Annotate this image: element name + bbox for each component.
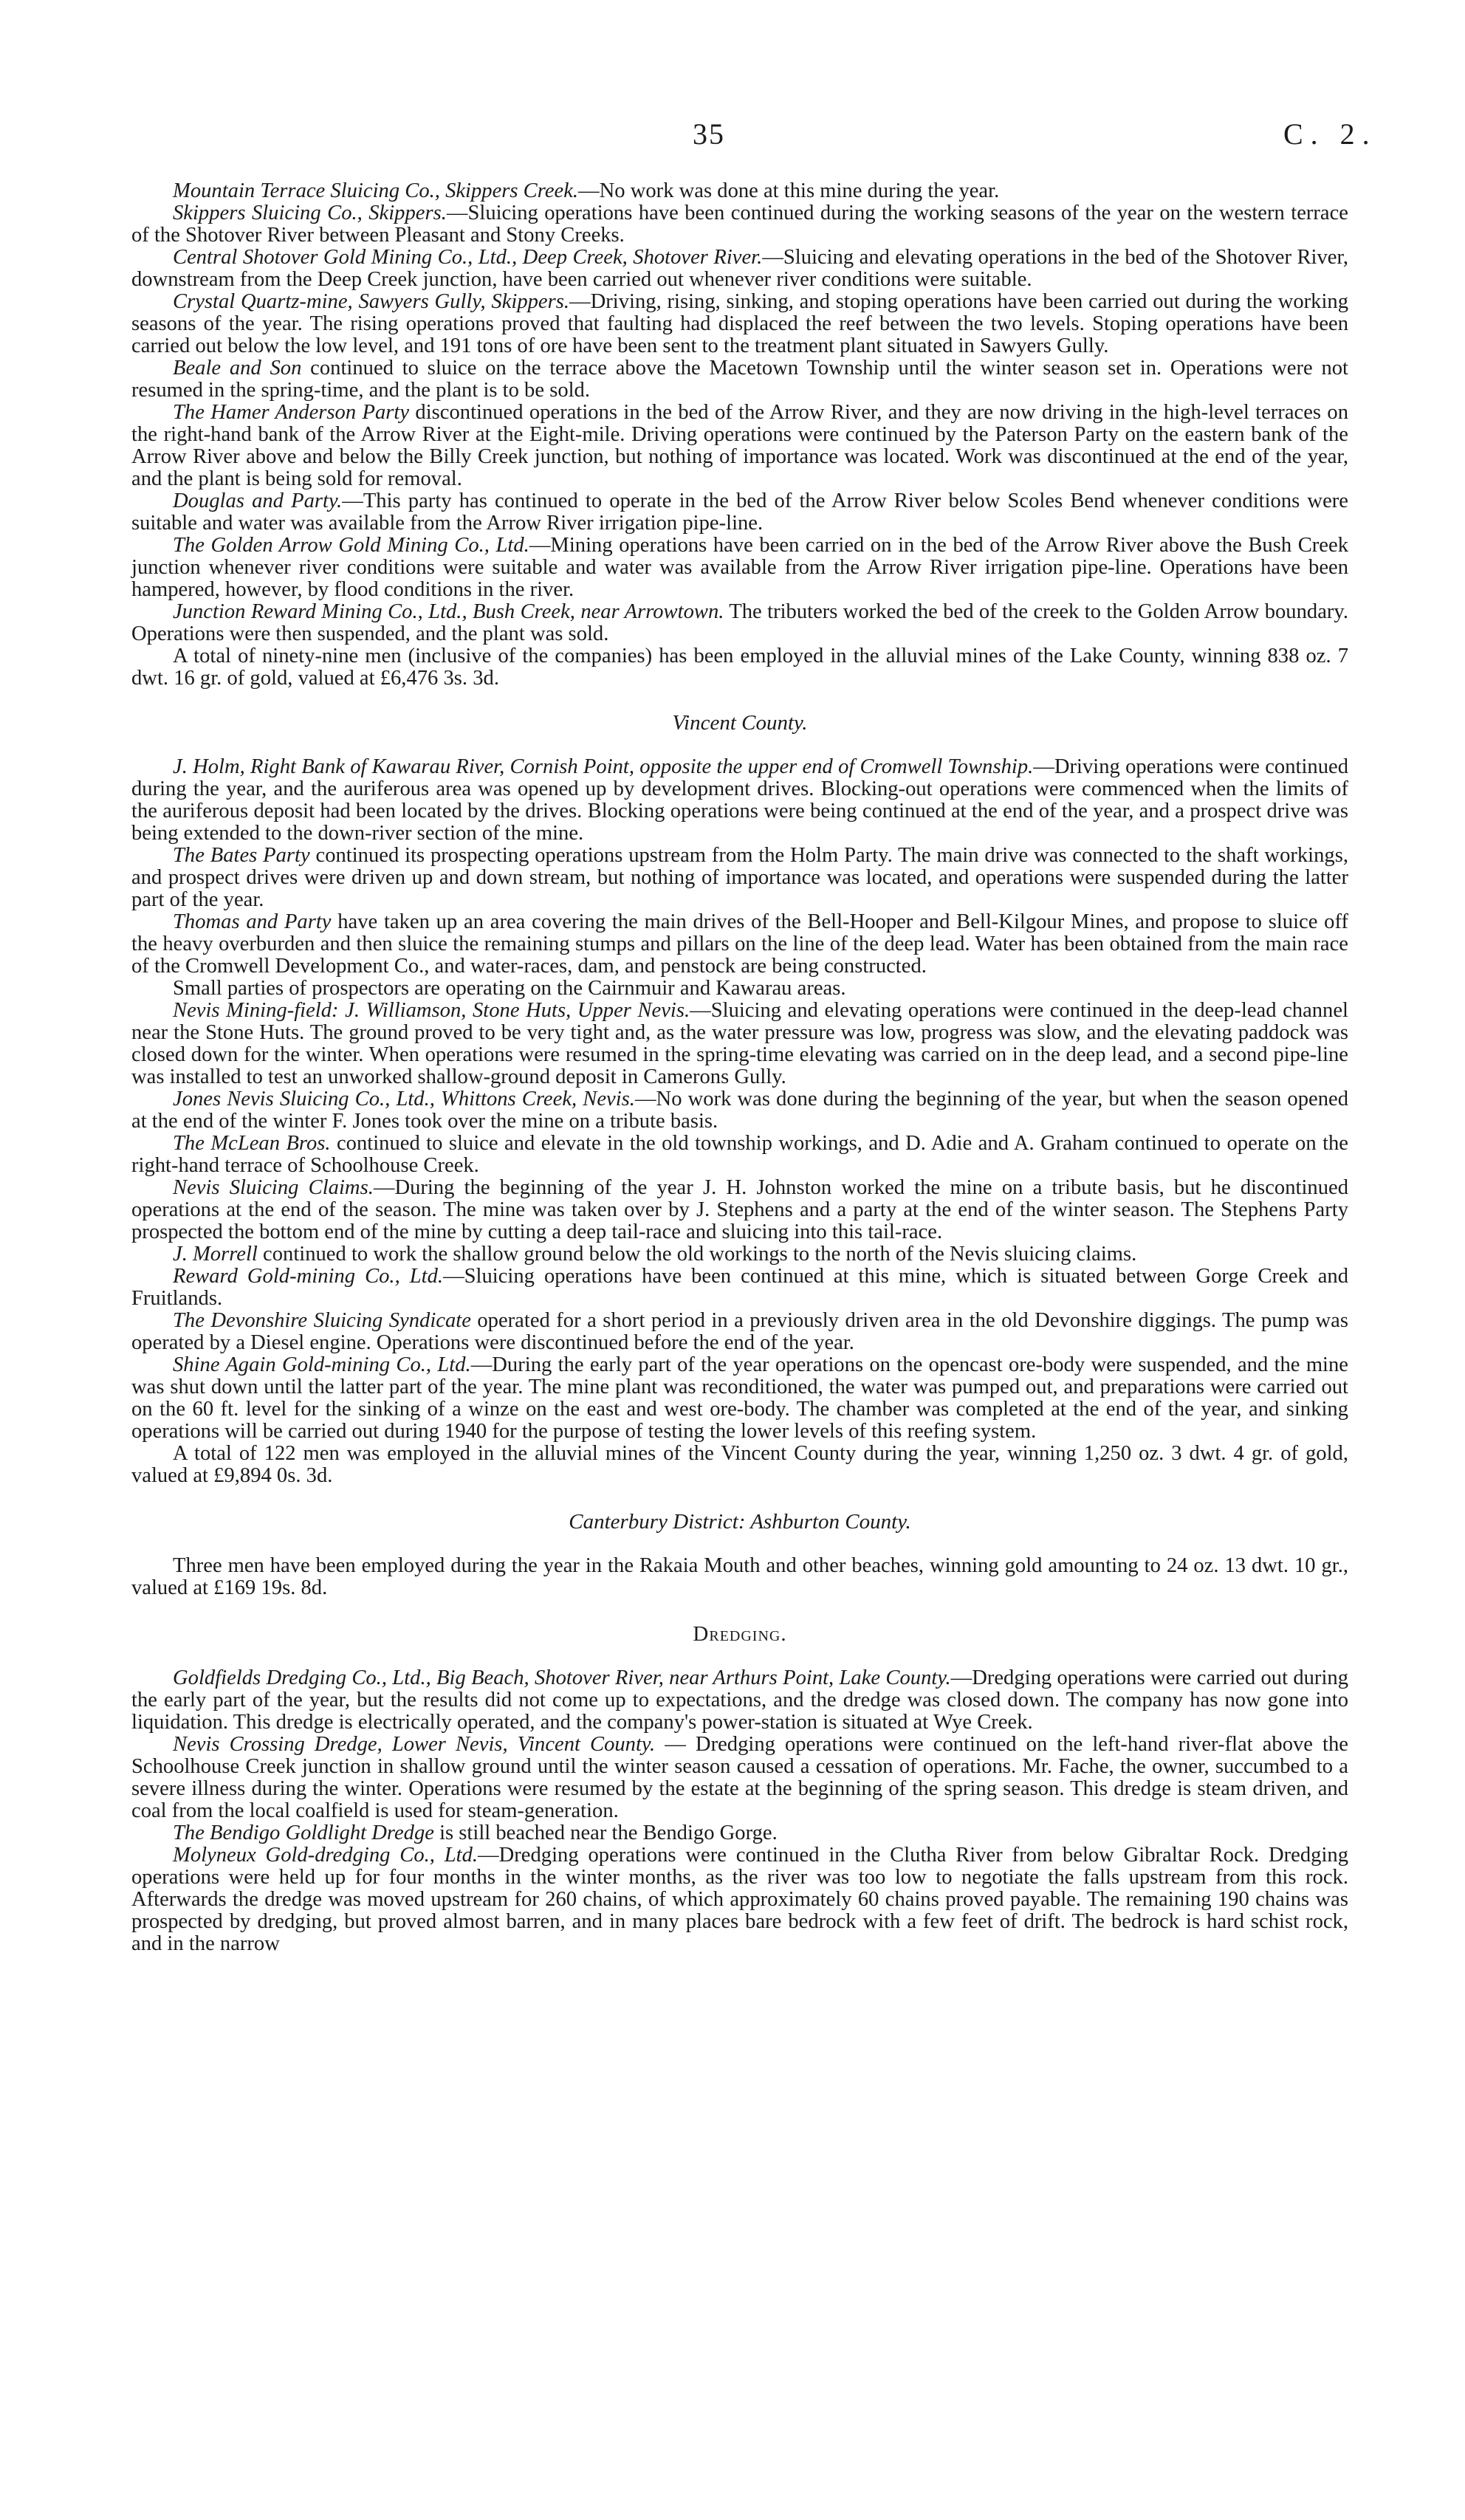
paragraph: [131, 1734, 1348, 1822]
paragraph: [131, 845, 1348, 911]
paragraph: [131, 1555, 1348, 1599]
paragraph-text: —Dredging operations were continued in the Clutha River from below Gibraltar Rock. Dredging operations were held up for four months in the winter months, as the river was too low to negotiate the falls upstream from this rock. Afterwards the dredge was moved upstream for 260 chains, of which approximately 60 chains proved payable. The remaining 190 chains was prospected by dredging, but proved almost barren, and in many places bare bedrock with a few feet of drift. The bedrock is hard schist rock, and in the narrow: [131, 1844, 1348, 1955]
paragraph-lead: Beale and Son: [173, 357, 302, 380]
paragraph-text: —This party has continued to operate in the bed of the Arrow River below Scoles Bend whenever conditions were suitable and water was available from the Arrow River irrigation pipe-line.: [131, 490, 1348, 535]
paragraph-text: —Mining operations have been carried on in the bed of the Arrow River above the Bush Creek junction whenever river conditions were suitable and water was available from the Arrow River irrigation pipe-line. Operations have been hampered, however, by flood conditions in the river.: [131, 534, 1348, 601]
paragraph-lead: Douglas and Party.: [173, 490, 343, 512]
paragraph-text: continued its prospecting operations upstream from the Holm Party. The main drive was connected to the shaft workings, and prospect drives were driven up and down stream, but nothing of importance was located, and operations were suspended during the latter part of the year.: [131, 844, 1348, 911]
paragraph-lead: J. Morrell: [173, 1243, 258, 1266]
page-number: 35: [693, 117, 725, 151]
paragraph: [131, 1177, 1348, 1243]
paragraph-text: have taken up an area covering the main drives of the Bell-Hooper and Bell-Kilgour Mines, and propose to sluice off the heavy overburden and then sluice the remaining stumps and pillars on the line of the deep lead. Water has been obtained from the main race of the Cromwell Development Co., and water-races, dam, and penstock are being constructed.: [131, 910, 1348, 978]
paragraph-lead: Reward Gold-mining Co., Ltd.: [173, 1265, 444, 1288]
paragraph: [131, 1310, 1348, 1354]
paragraph-text: —Driving operations were continued during the year, and the auriferous area was opened up by development drives. Blocking-out operations were commenced when the limits of the auriferous deposit had been located by the drives. Blocking operations were being continued at the end of the year, and a prospect drive was being extended to the down-river section of the mine.: [131, 755, 1348, 845]
paragraph-lead: Junction Reward Mining Co., Ltd., Bush Creek, near Arrowtown.: [173, 600, 724, 623]
paragraph-lead: The Bates Party: [173, 844, 310, 867]
section-heading: Canterbury District: Ashburton County.: [569, 1510, 911, 1534]
paragraph-text: —Driving, rising, sinking, and stoping operations have been carried out during the working seasons of the year. The rising operations proved that faulting had displaced the reef between the two levels. Stoping operations have been carried out below the low level, and 191 tons of ore have been sent to the treatment plant situated in Sawyers Gully.: [131, 290, 1348, 357]
paragraph: [131, 490, 1348, 535]
paragraph: [131, 1133, 1348, 1177]
paragraph: [131, 180, 1348, 202]
paragraph-lead: The Golden Arrow Gold Mining Co., Ltd.: [173, 534, 529, 557]
paragraph-text: — Dredging operations were continued on the left-hand river-flat above the Schoolhouse Creek junction in shallow ground until the winter season caused a cessation of operations. Mr. Fache, the owner, succumbed to a severe illness during the winter. Operations were resumed by the estate at the beginning of the spring season. This dredge is steam driven, and coal from the local coalfield is used for steam-generation.: [131, 1733, 1348, 1822]
paragraph-lead: Thomas and Party: [173, 910, 332, 933]
paragraph-text: Three men have been employed during the year in the Rakaia Mouth and other beaches, winning gold amounting to 24 oz. 13 dwt. 10 gr., valued at £169 19s. 8d.: [131, 1554, 1348, 1599]
paragraph-text: —Sluicing operations have been continued at this mine, which is situated between Gorge Creek and Fruitlands.: [131, 1265, 1348, 1310]
report-reference: C. 2.: [1283, 117, 1377, 151]
paragraph-lead: The Bendigo Goldlight Dredge: [173, 1822, 434, 1844]
paragraph: [131, 402, 1348, 490]
paragraph: [131, 756, 1348, 845]
section-heading: Dredging.: [693, 1622, 787, 1646]
paragraph: [131, 601, 1348, 645]
paragraph: [131, 535, 1348, 601]
paragraph-text: A total of ninety-nine men (inclusive of the companies) has been employed in the alluvial mines of the Lake County, winning 838 oz. 7 dwt. 16 gr. of gold, valued at £6,476 3s. 3d.: [131, 645, 1348, 690]
paragraph: [131, 978, 1348, 1000]
paragraph-text: —Sluicing operations have been continued during the working seasons of the year on the western terrace of the Shotover River between Pleasant and Stony Creeks.: [131, 202, 1348, 247]
paragraph-lead: Mountain Terrace Sluicing Co., Skippers Creek.: [173, 179, 579, 202]
paragraph-text: —No work was done during the beginning of the year, but when the season opened at the end of the winter F. Jones took over the mine on a tribute basis.: [131, 1088, 1348, 1133]
paragraph: [131, 357, 1348, 402]
paragraph-lead: Nevis Crossing Dredge, Lower Nevis, Vincent County.: [173, 1733, 656, 1756]
paragraph-lead: The Devonshire Sluicing Syndicate: [173, 1309, 471, 1332]
paragraph-text: The tributers worked the bed of the creek to the Golden Arrow boundary. Operations were then suspended, and the plant was sold.: [131, 600, 1348, 645]
paragraph-text: operated for a short period in a previously driven area in the old Devonshire diggings. The pump was operated by a Diesel engine. Operations were discontinued before the end of the year.: [131, 1309, 1348, 1354]
paragraph-lead: Shine Again Gold-mining Co., Ltd.: [173, 1353, 471, 1376]
paragraph-lead: Jones Nevis Sluicing Co., Ltd., Whittons Creek, Nevis.: [173, 1088, 635, 1110]
paragraph-text: —Dredging operations were carried out during the early part of the year, but the results did not come up to expectations, and the dredge was closed down. The company has now gone into liquidation. This dredge is electrically operated, and the company's power-station is situated at Wye Creek.: [131, 1666, 1348, 1734]
paragraph: [131, 247, 1348, 291]
paragraph: [131, 291, 1348, 357]
paragraph-text: continued to sluice and elevate in the old township workings, and D. Adie and A. Graham continued to operate on the right-hand terrace of Schoolhouse Creek.: [131, 1132, 1348, 1177]
paragraph: [131, 1443, 1348, 1487]
paragraph-text: A total of 122 men was employed in the alluvial mines of the Vincent County during the year, winning 1,250 oz. 3 dwt. 4 gr. of gold, valued at £9,894 0s. 3d.: [131, 1442, 1348, 1487]
paragraph-text: —Sluicing and elevating operations were continued in the deep-lead channel near the Stone Huts. The ground proved to be very tight and, as the water pressure was low, progress was slow, and the elevating paddock was closed down for the winter. When operations were resumed in the spring-time elevating was carried on in the deep lead, and a second pipe-line was installed to test an unworked shallow-ground deposit in Camerons Gully.: [131, 999, 1348, 1088]
paragraph: [131, 1000, 1348, 1088]
paragraph-text: —No work was done at this mine during the year.: [578, 179, 1000, 202]
paragraph-lead: Nevis Sluicing Claims.: [173, 1176, 374, 1199]
paragraph-text: continued to sluice on the terrace above the Macetown Township until the winter season set in. Operations were not resumed in the spring-time, and the plant is to be sold.: [131, 357, 1348, 402]
document-body: [131, 180, 1348, 1955]
paragraph-lead: The Hamer Anderson Party: [173, 401, 410, 424]
paragraph-text: —During the early part of the year operations on the opencast ore-body were suspended, and the mine was shut down until the latter part of the year. The mine plant was reconditioned, the water was pumped out, and preparations were carried out on the 60 ft. level for the sinking of a winze on the east and west ore-body. The chamber was completed at the end of the year, and sinking operations will be carried out during 1940 for the purpose of testing the lower levels of this reefing system.: [131, 1353, 1348, 1443]
paragraph-text: —During the beginning of the year J. H. Johnston worked the mine on a tribute basis, but he discontinued operations at the end of the season. The mine was taken over by J. Stephens and a party at the end of the winter season. The Stephens Party prospected the bottom end of the mine by cutting a deep tail-race and sluicing into this tail-race.: [131, 1176, 1349, 1243]
paragraph: [131, 1844, 1348, 1955]
page-header: [0, 117, 1465, 161]
paragraph: [131, 645, 1348, 690]
paragraph-lead: Crystal Quartz-mine, Sawyers Gully, Skippers.: [173, 290, 570, 313]
paragraph: [131, 1822, 1348, 1844]
paragraph: [131, 1354, 1348, 1443]
paragraph-text: Small parties of prospectors are operating on the Cairnmuir and Kawarau areas.: [173, 977, 846, 1000]
paragraph-text: —Sluicing and elevating operations in the bed of the Shotover River, downstream from the Deep Creek junction, have been carried out whenever river conditions were suitable.: [131, 246, 1348, 291]
paragraph: [131, 1088, 1348, 1133]
paragraph: [131, 1667, 1348, 1734]
paragraph: [131, 202, 1348, 247]
paragraph-lead: Skippers Sluicing Co., Skippers.: [173, 202, 447, 224]
paragraph-text: continued to work the shallow ground below the old workings to the north of the Nevis sluicing claims.: [257, 1243, 1137, 1266]
paragraph-lead: The McLean Bros.: [173, 1132, 331, 1155]
paragraph-text: discontinued operations in the bed of the Arrow River, and they are now driving in the high-level terraces on the right-hand bank of the Arrow River at the Eight-mile. Driving operations were continued by the Paterson Party on the eastern bank of the Arrow River above and below the Billy Creek junction, but nothing of importance was located. Work was discontinued at the end of the year, and the plant is being sold for removal.: [131, 401, 1348, 490]
paragraph-lead: Goldfields Dredging Co., Ltd., Big Beach, Shotover River, near Arthurs Point, Lake County.: [173, 1666, 951, 1689]
paragraph: [131, 911, 1348, 978]
paragraph: [131, 1266, 1348, 1310]
paragraph-lead: J. Holm, Right Bank of Kawarau River, Cornish Point, opposite the upper end of Cromwell Township.: [173, 755, 1034, 778]
paragraph-lead: Molyneux Gold-dredging Co., Ltd.: [173, 1844, 478, 1867]
paragraph: [131, 1243, 1348, 1266]
paragraph-text: is still beached near the Bendigo Gorge.: [433, 1822, 778, 1844]
section-heading: Vincent County.: [672, 711, 808, 735]
paragraph-lead: Central Shotover Gold Mining Co., Ltd., Deep Creek, Shotover River.: [173, 246, 763, 269]
paragraph-lead: Nevis Mining-field: J. Williamson, Stone Huts, Upper Nevis.: [173, 999, 690, 1022]
